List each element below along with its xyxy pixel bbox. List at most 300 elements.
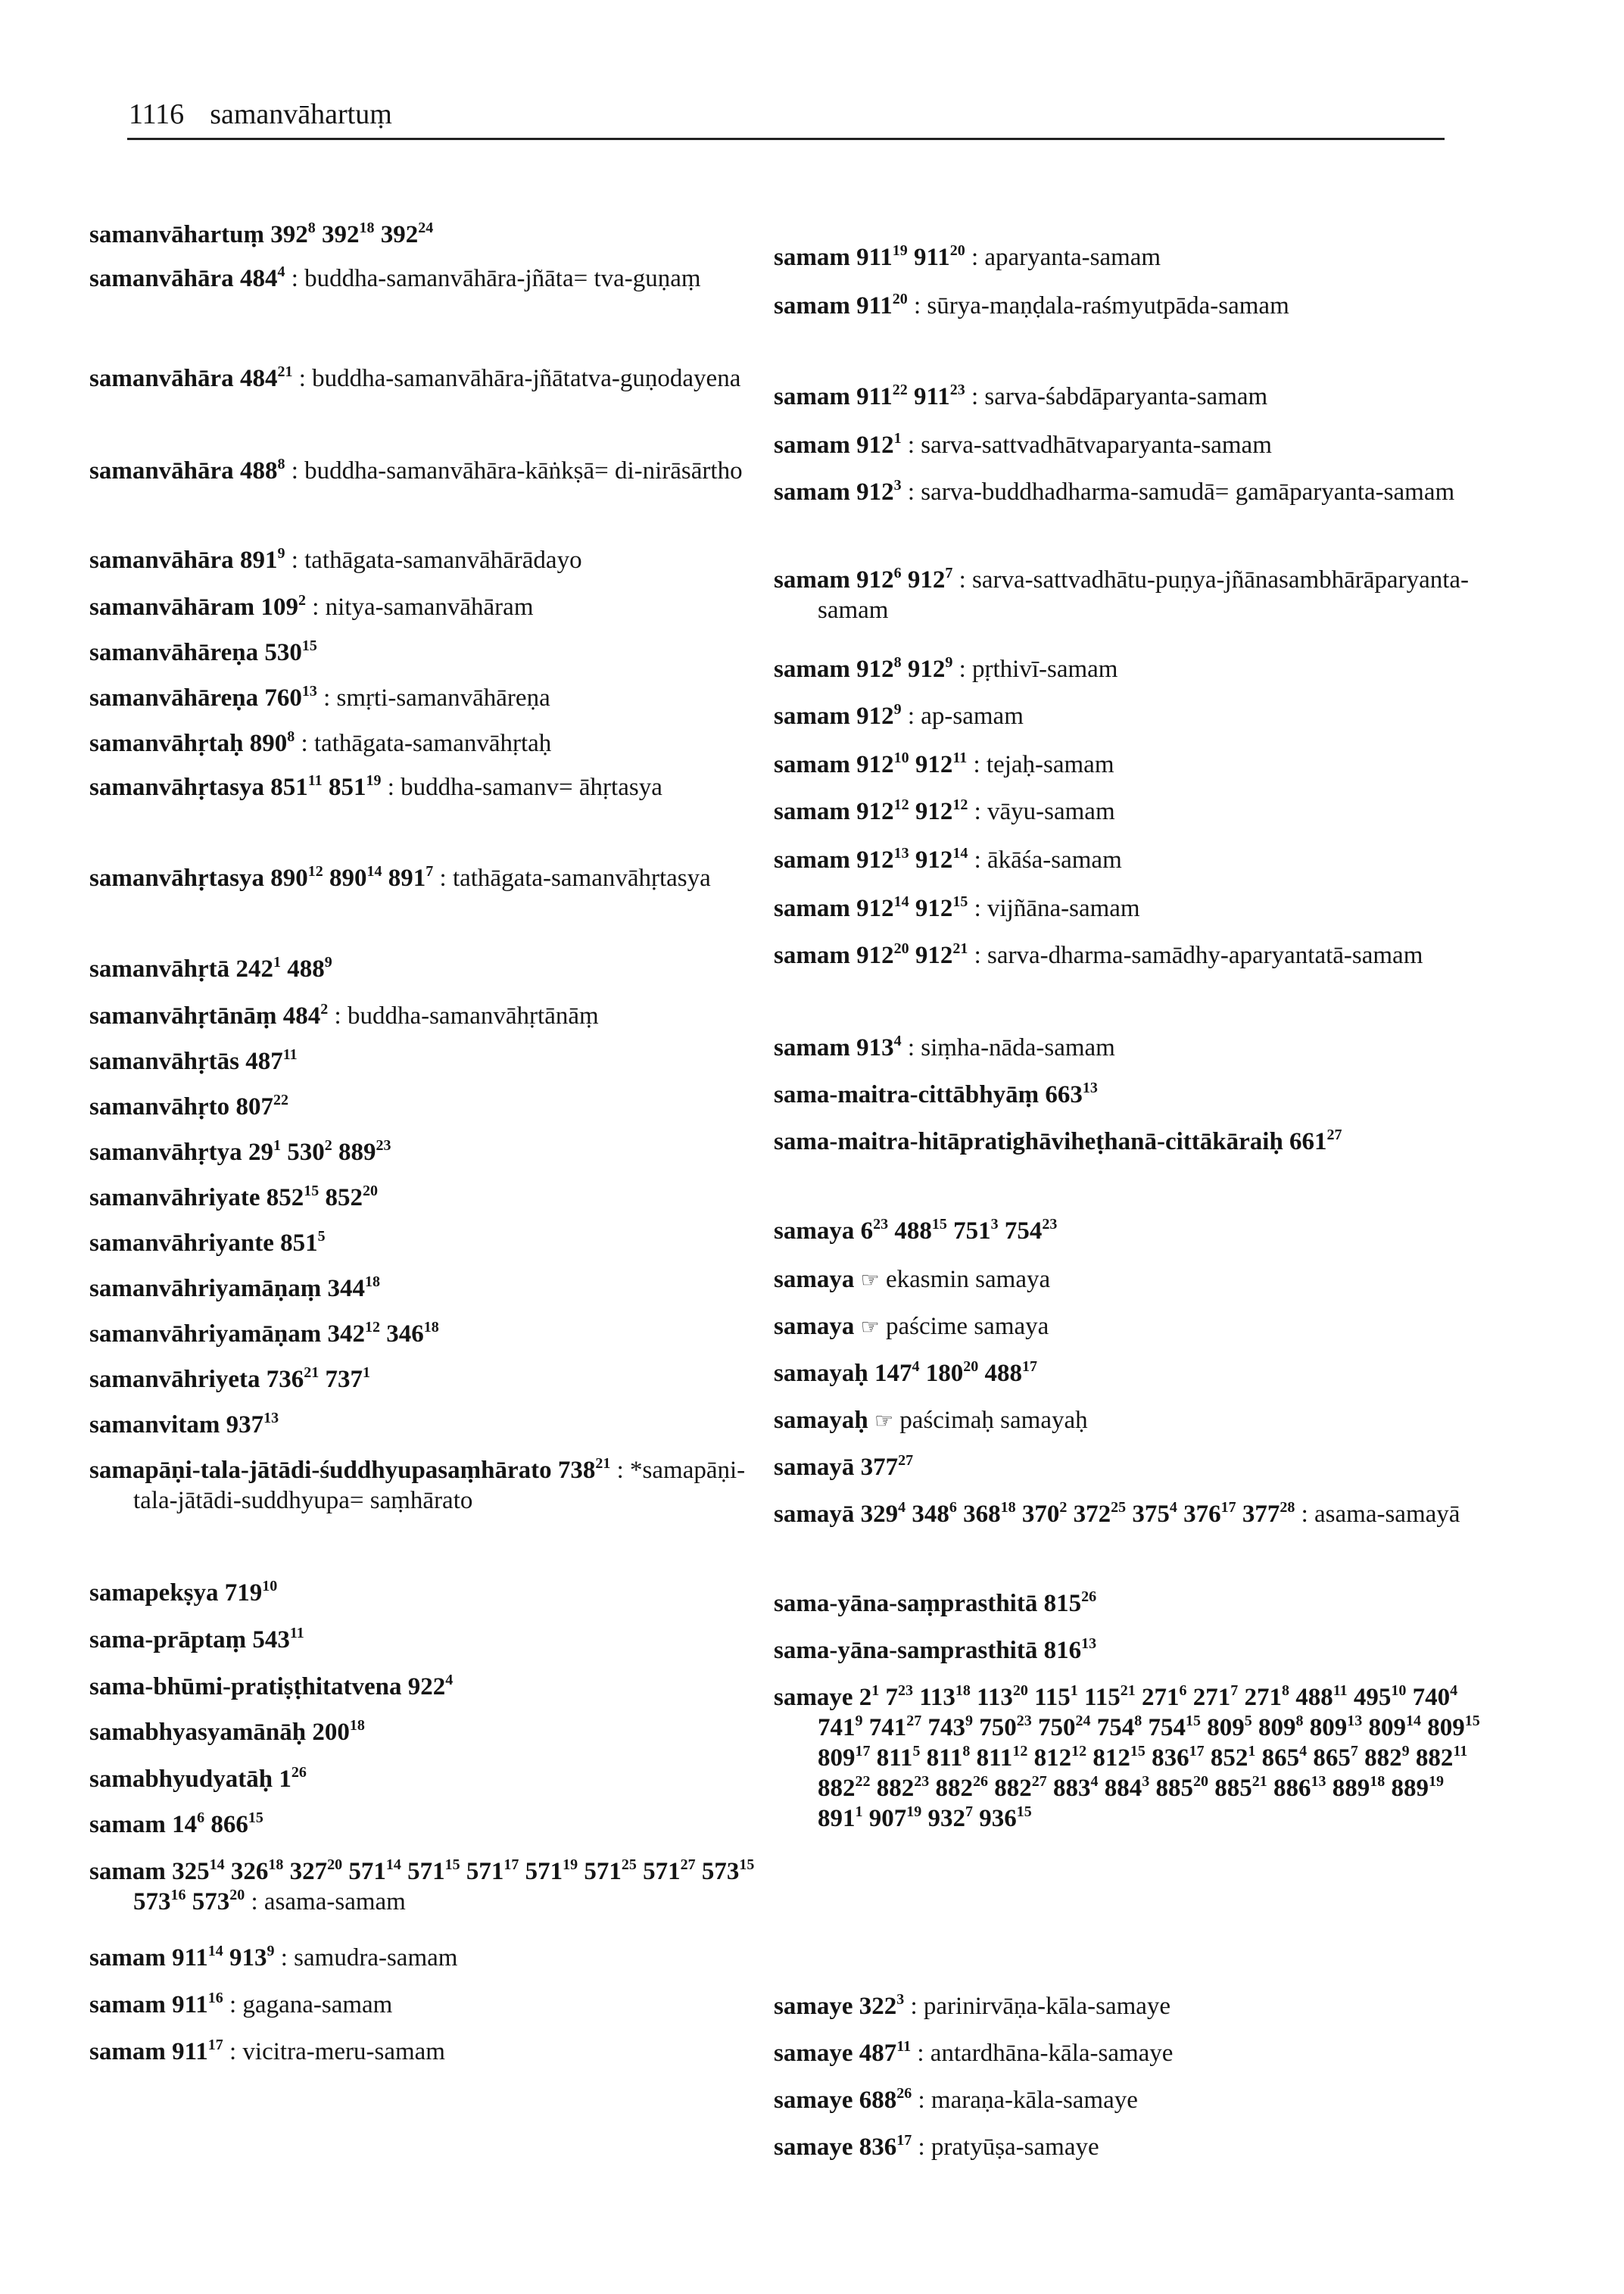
headword: samapāṇi-tala-jātādi-śuddhyupasaṃhārato xyxy=(89,1457,552,1484)
ref-page: 816 xyxy=(1043,1637,1082,1664)
page-references xyxy=(283,1002,329,1030)
ref-line: 9 xyxy=(855,1713,863,1729)
ref-line: 9 xyxy=(267,1943,275,1959)
page-references xyxy=(856,383,965,410)
ref-line: 17 xyxy=(1021,1358,1037,1375)
index-entry xyxy=(89,1809,756,1840)
headword: samam xyxy=(774,703,850,730)
ref-line: 20 xyxy=(893,940,909,957)
equivalent-phrase: : buddha-samanvāhṛtānāṃ xyxy=(334,1002,599,1030)
ref-line: 21 xyxy=(952,940,968,957)
ref-page: 29 xyxy=(248,1139,273,1166)
index-entry xyxy=(89,772,756,803)
ref-line: 23 xyxy=(949,382,965,398)
headword: samanvāhṛtasya xyxy=(89,865,265,892)
index-entry xyxy=(89,1273,756,1304)
ref-line: 27 xyxy=(1031,1773,1047,1790)
ref-page: 912 xyxy=(856,432,894,459)
ref-line: 16 xyxy=(170,1887,186,1903)
ref-line: 13 xyxy=(263,1410,279,1426)
headword: samanvāhāra xyxy=(89,457,234,485)
ref-line: 14 xyxy=(952,845,968,862)
ref-line: 26 xyxy=(973,1773,988,1790)
index-entry xyxy=(89,954,756,984)
ref-page: 852 xyxy=(1210,1744,1248,1772)
ref-page: 754 xyxy=(1148,1714,1186,1741)
ref-line: 27 xyxy=(680,1856,696,1873)
index-entry xyxy=(89,1137,756,1167)
headword: samanvāhṛtā xyxy=(89,955,230,983)
ref-line: 1 xyxy=(273,954,281,971)
see-also-pointer-icon: ☞ xyxy=(860,1269,880,1292)
page-references xyxy=(856,751,967,778)
index-entry xyxy=(89,456,756,486)
ref-line: 8 xyxy=(307,220,316,236)
ref-page: 912 xyxy=(915,798,953,825)
ref-line: 18 xyxy=(955,1682,971,1699)
ref-page: 346 xyxy=(386,1320,424,1348)
ref-line: 20 xyxy=(892,291,908,307)
ref-line: 18 xyxy=(349,1717,365,1734)
page-references xyxy=(172,1944,274,1971)
ref-page: 912 xyxy=(915,895,953,922)
ref-page: 2 xyxy=(859,1684,872,1711)
ref-page: 882 xyxy=(994,1775,1032,1802)
ref-line: 6 xyxy=(949,1499,957,1516)
index-entry xyxy=(89,1764,756,1794)
headword: samaya xyxy=(774,1313,855,1340)
ref-line: 7 xyxy=(965,1803,973,1820)
ref-page: 115 xyxy=(1034,1684,1071,1711)
ref-page: 14 xyxy=(172,1811,198,1838)
ref-page: 573 xyxy=(701,1858,740,1885)
ref-page: 661 xyxy=(1289,1128,1327,1155)
ref-line: 3 xyxy=(990,1216,999,1233)
headword: samanvāhriyate xyxy=(89,1184,260,1211)
index-entry xyxy=(774,1405,1485,1437)
ref-line: 4 xyxy=(445,1672,454,1688)
ref-line: 15 xyxy=(1016,1803,1032,1820)
ref-line: 12 xyxy=(364,1319,380,1336)
ref-line: 27 xyxy=(906,1713,922,1729)
index-entry xyxy=(774,1358,1485,1389)
ref-page: 488 xyxy=(984,1360,1022,1387)
index-entry xyxy=(774,845,1485,875)
page-references xyxy=(270,774,381,801)
page-references xyxy=(226,1411,279,1438)
index-entry xyxy=(89,1672,756,1702)
ref-line: 23 xyxy=(914,1773,930,1790)
ref-line: 17 xyxy=(1189,1743,1205,1759)
index-entry xyxy=(774,565,1485,625)
ref-page: 882 xyxy=(818,1775,856,1802)
ref-page: 754 xyxy=(1004,1217,1043,1245)
ref-line: 4 xyxy=(1450,1682,1458,1699)
headword: sama-yāna-saṃprasthitā xyxy=(774,1590,1038,1617)
equivalent-phrase: : ap-samam xyxy=(907,703,1024,730)
headword: samam xyxy=(89,1858,166,1885)
headword: samanvāhāra xyxy=(89,365,234,392)
equivalent-phrase: : buddha-samanv= āhṛtasya xyxy=(387,774,662,801)
ref-page: 740 xyxy=(1412,1684,1451,1711)
ref-line: 9 xyxy=(277,545,285,562)
ref-page: 760 xyxy=(264,684,302,712)
equivalent-phrase: : aparyanta-samam xyxy=(971,244,1161,271)
page-references xyxy=(856,798,968,825)
headword: samaye xyxy=(774,2087,853,2114)
ref-line: 1 xyxy=(363,1364,370,1381)
headword: samanvāhāra xyxy=(89,265,234,292)
ref-page: 912 xyxy=(856,703,894,730)
ref-line: 1 xyxy=(855,1803,863,1820)
ref-page: 488 xyxy=(287,955,325,983)
page-references xyxy=(270,221,433,248)
ref-line: 22 xyxy=(273,1092,288,1108)
ref-line: 4 xyxy=(277,263,285,280)
ref-page: 890 xyxy=(329,865,367,892)
ref-line: 17 xyxy=(1220,1499,1236,1516)
equivalent-phrase: : vicitra-meru-samam xyxy=(229,2038,445,2065)
ref-line: 11 xyxy=(307,772,323,789)
ref-page: 342 xyxy=(327,1320,365,1348)
ref-line: 18 xyxy=(1000,1499,1016,1516)
page-references xyxy=(270,865,433,892)
ref-page: 109 xyxy=(260,594,298,621)
ref-line: 21 xyxy=(304,1364,320,1381)
page-references xyxy=(856,292,908,319)
ref-line: 15 xyxy=(1130,1743,1146,1759)
headword: samanvāhṛto xyxy=(89,1093,230,1121)
headword: samaye xyxy=(774,1993,853,2020)
index-entry xyxy=(774,1991,1485,2021)
ref-page: 807 xyxy=(235,1093,273,1121)
ref-page: 392 xyxy=(380,221,419,248)
ref-page: 836 xyxy=(859,2133,897,2161)
ref-line: 25 xyxy=(1111,1499,1127,1516)
headword: samayā xyxy=(774,1501,855,1528)
index-entry xyxy=(774,796,1485,827)
headword: samam xyxy=(774,846,850,874)
ref-page: 754 xyxy=(1096,1714,1135,1741)
headword: samayaḥ xyxy=(774,1407,868,1434)
page-references xyxy=(312,1719,365,1746)
ref-line: 20 xyxy=(1193,1773,1208,1790)
ref-line: 11 xyxy=(1453,1743,1468,1759)
ref-page: 911 xyxy=(914,244,950,271)
ref-page: 392 xyxy=(270,221,308,248)
ref-line: 15 xyxy=(304,1183,320,1199)
page-references xyxy=(859,1993,905,2020)
ref-page: 911 xyxy=(856,383,893,410)
equivalent-phrase: : buddha-samanvāhāra-jñāta= tva-guṇaṃ xyxy=(291,265,701,292)
index-entry xyxy=(89,1943,756,1973)
ref-page: 6 xyxy=(860,1217,874,1245)
ref-line: 22 xyxy=(892,382,908,398)
ref-page: 113 xyxy=(919,1684,955,1711)
equivalent-phrase: : parinirvāṇa-kāla-samaye xyxy=(910,1993,1171,2020)
ref-page: 836 xyxy=(1152,1744,1189,1772)
headword: samam xyxy=(774,656,850,683)
ref-page: 325 xyxy=(172,1858,210,1885)
equivalent-phrase: : maraṇa-kāla-samaye xyxy=(918,2087,1138,2114)
ref-page: 663 xyxy=(1045,1081,1083,1108)
ref-page: 912 xyxy=(856,656,894,683)
equivalent-phrase: : tathāgata-samanvāhārādayo xyxy=(291,547,582,574)
ref-page: 890 xyxy=(270,865,308,892)
ref-line: 13 xyxy=(1082,1080,1098,1096)
headword: samanvāhāreṇa xyxy=(89,684,259,712)
ref-line: 7 xyxy=(945,565,953,581)
ref-line: 8 xyxy=(277,456,285,472)
ref-page: 936 xyxy=(979,1805,1017,1832)
ref-line: 2 xyxy=(1059,1499,1068,1516)
equivalent-phrase: : sarva-sattvadhātu-puṇya-jñānasambhārāparyanta-samam xyxy=(818,566,1470,624)
ref-page: 891 xyxy=(388,865,426,892)
ref-page: 890 xyxy=(249,730,288,757)
ref-line: 23 xyxy=(376,1137,391,1154)
index-entry xyxy=(89,592,756,622)
ref-page: 886 xyxy=(1273,1775,1311,1802)
ref-line: 15 xyxy=(1464,1713,1480,1729)
ref-line: 17 xyxy=(896,2132,912,2149)
ref-page: 487 xyxy=(245,1048,283,1075)
ref-page: 327 xyxy=(289,1858,328,1885)
ref-page: 912 xyxy=(907,656,946,683)
ref-page: 271 xyxy=(1141,1684,1180,1711)
ref-page: 376 xyxy=(1183,1501,1221,1528)
ref-page: 242 xyxy=(235,955,273,983)
ref-line: 2 xyxy=(324,1137,332,1154)
index-entry xyxy=(774,1033,1485,1063)
page-references xyxy=(1044,1590,1097,1617)
index-entry xyxy=(89,2037,756,2067)
index-entry xyxy=(774,2038,1485,2068)
running-head-word: samanvāhartuṃ xyxy=(210,98,392,130)
ref-line: 21 xyxy=(1252,1773,1267,1790)
headword: samam xyxy=(774,895,850,922)
equivalent-phrase: : pṛthivī-samam xyxy=(959,656,1118,683)
ref-page: 487 xyxy=(859,2040,897,2067)
index-entry xyxy=(89,545,756,575)
index-entry xyxy=(774,750,1485,780)
headword: samanvāhṛtya xyxy=(89,1139,242,1166)
ref-line: 13 xyxy=(893,845,909,862)
ref-line: 12 xyxy=(893,796,909,813)
ref-line: 18 xyxy=(364,1273,380,1290)
page-references xyxy=(856,478,902,506)
headword: samaye xyxy=(774,1684,853,1711)
index-entry xyxy=(774,1682,1485,1834)
ref-page: 911 xyxy=(856,244,893,271)
ref-line: 18 xyxy=(268,1856,284,1873)
ref-page: 571 xyxy=(407,1858,445,1885)
ref-page: 811 xyxy=(976,1744,1013,1772)
ref-line: 3 xyxy=(1142,1773,1150,1790)
ref-page: 113 xyxy=(977,1684,1013,1711)
index-entry xyxy=(774,291,1485,321)
headword: samam xyxy=(774,942,850,969)
equivalent-phrase: : sarva-dharma-samādhy-aparyantatā-samam xyxy=(974,942,1423,969)
ref-line: 2 xyxy=(298,592,306,609)
ref-line: 10 xyxy=(893,750,909,766)
ref-line: 14 xyxy=(385,1856,401,1873)
page-references xyxy=(859,2040,911,2067)
running-header xyxy=(129,100,392,129)
ref-line: 19 xyxy=(1429,1773,1444,1790)
ref-page: 372 xyxy=(1073,1501,1111,1528)
ref-line: 17 xyxy=(207,2037,223,2053)
ref-page: 737 xyxy=(325,1366,363,1393)
headword: sama-bhūmi-pratiṣṭhitatvena xyxy=(89,1673,402,1700)
ref-page: 885 xyxy=(1214,1775,1252,1802)
equivalent-phrase: : asama-samayā xyxy=(1301,1501,1460,1528)
ref-line: 4 xyxy=(912,1358,920,1375)
ref-line: 20 xyxy=(1012,1682,1028,1699)
ref-page: 377 xyxy=(1242,1501,1280,1528)
page-references xyxy=(252,1626,304,1653)
ref-page: 571 xyxy=(466,1858,504,1885)
index-entry xyxy=(89,220,756,250)
index-entry xyxy=(774,242,1485,273)
page-references xyxy=(856,656,952,683)
page-references xyxy=(267,1366,370,1393)
ref-page: 736 xyxy=(266,1366,304,1393)
equivalent-phrase: : vāyu-samam xyxy=(974,798,1115,825)
ref-line: 8 xyxy=(1295,1713,1304,1729)
ref-line: 6 xyxy=(197,1809,205,1826)
page-references xyxy=(408,1673,454,1700)
index-entry xyxy=(774,1264,1485,1296)
ref-page: 911 xyxy=(172,2038,208,2065)
ref-page: 484 xyxy=(239,365,278,392)
equivalent-phrase: : smṛti-samanvāhāreṇa xyxy=(323,684,550,712)
page-references xyxy=(264,639,317,666)
index-entry xyxy=(774,940,1485,971)
ref-line: 18 xyxy=(1370,1773,1386,1790)
headword: samanvāhṛtaḥ xyxy=(89,730,244,757)
ref-line: 20 xyxy=(949,242,965,259)
headword: samanvāhāra xyxy=(89,547,234,574)
ref-page: 883 xyxy=(1053,1775,1091,1802)
ref-line: 19 xyxy=(366,772,382,789)
ref-line: 1 xyxy=(273,1137,281,1154)
ref-page: 852 xyxy=(325,1184,363,1211)
headword: samam xyxy=(774,432,850,459)
ref-line: 13 xyxy=(1347,1713,1363,1729)
ref-line: 19 xyxy=(892,242,908,259)
ref-page: 488 xyxy=(1295,1684,1333,1711)
headword: samanvitam xyxy=(89,1411,220,1438)
ref-page: 573 xyxy=(133,1888,171,1915)
ref-line: 15 xyxy=(301,637,317,654)
page-references xyxy=(856,846,968,874)
ref-page: 912 xyxy=(856,478,894,506)
headword: samam xyxy=(89,2038,166,2065)
index-entry xyxy=(89,863,756,893)
ref-line: 11 xyxy=(282,1046,298,1063)
ref-line: 17 xyxy=(855,1743,871,1759)
ref-line: 24 xyxy=(1075,1713,1091,1729)
index-entry xyxy=(89,363,756,394)
page-references xyxy=(818,1684,1480,1832)
ref-line: 14 xyxy=(893,893,909,910)
index-entry xyxy=(89,263,756,294)
headword: samam xyxy=(89,1944,166,1971)
ref-line: 20 xyxy=(363,1183,378,1199)
headword: samam xyxy=(774,751,850,778)
equivalent-phrase: : antardhāna-kāla-samaye xyxy=(917,2040,1174,2067)
equivalent-phrase: : tejaḥ-samam xyxy=(973,751,1114,778)
equivalent-phrase: : ākāśa-samam xyxy=(974,846,1122,874)
ref-page: 889 xyxy=(1332,1775,1370,1802)
ref-line: 13 xyxy=(1311,1773,1326,1790)
headword: sama-prāptaṃ xyxy=(89,1626,247,1653)
ref-line: 4 xyxy=(1169,1499,1177,1516)
ref-page: 911 xyxy=(172,1944,208,1971)
ref-line: 15 xyxy=(444,1856,460,1873)
ref-page: 484 xyxy=(239,265,278,292)
index-entry xyxy=(89,1046,756,1077)
ref-page: 741 xyxy=(868,1714,907,1741)
equivalent-phrase: : asama-samam xyxy=(251,1888,406,1915)
ref-line: 3 xyxy=(896,1991,905,2008)
ref-page: 912 xyxy=(856,942,894,969)
page-references xyxy=(856,566,952,594)
page-references xyxy=(225,1579,278,1607)
page-references xyxy=(861,1501,1295,1528)
ref-page: 750 xyxy=(979,1714,1017,1741)
ref-page: 1 xyxy=(279,1766,291,1793)
headword: samanvāhriyante xyxy=(89,1230,274,1257)
headword: samanvāhāreṇa xyxy=(89,639,259,666)
ref-line: 1 xyxy=(893,430,902,447)
page-references xyxy=(856,942,968,969)
ref-page: 812 xyxy=(1033,1744,1072,1772)
ref-page: 911 xyxy=(172,1991,208,2018)
ref-page: 809 xyxy=(818,1744,856,1772)
index-entry xyxy=(89,637,756,668)
ref-page: 488 xyxy=(239,457,278,485)
ref-line: 24 xyxy=(418,220,434,236)
ref-line: 11 xyxy=(896,2038,912,2055)
ref-line: 20 xyxy=(229,1887,245,1903)
ref-line: 4 xyxy=(893,1033,902,1049)
ref-line: 27 xyxy=(1326,1127,1342,1143)
ref-line: 5 xyxy=(317,1228,326,1245)
ref-page: 865 xyxy=(1261,1744,1300,1772)
ref-line: 20 xyxy=(963,1358,979,1375)
index-entry xyxy=(774,2132,1485,2162)
ref-page: 913 xyxy=(229,1944,267,1971)
ref-page: 392 xyxy=(322,221,360,248)
equivalent-phrase: : siṃha-nāda-samam xyxy=(907,1034,1115,1061)
page-references xyxy=(172,2038,223,2065)
ref-line: 14 xyxy=(207,1943,223,1959)
page-references xyxy=(279,1766,307,1793)
ref-line: 1 xyxy=(1248,1743,1256,1759)
ref-page: 911 xyxy=(856,292,893,319)
headword: samam xyxy=(774,566,850,594)
headword: samam xyxy=(774,383,850,410)
headword: samaya xyxy=(774,1217,855,1245)
ref-page: 571 xyxy=(525,1858,563,1885)
ref-page: 719 xyxy=(224,1579,263,1607)
headword: samaye xyxy=(774,2040,853,2067)
ref-page: 882 xyxy=(1415,1744,1454,1772)
page-references xyxy=(245,1048,297,1075)
page-references xyxy=(280,1230,326,1257)
ref-page: 573 xyxy=(192,1888,230,1915)
